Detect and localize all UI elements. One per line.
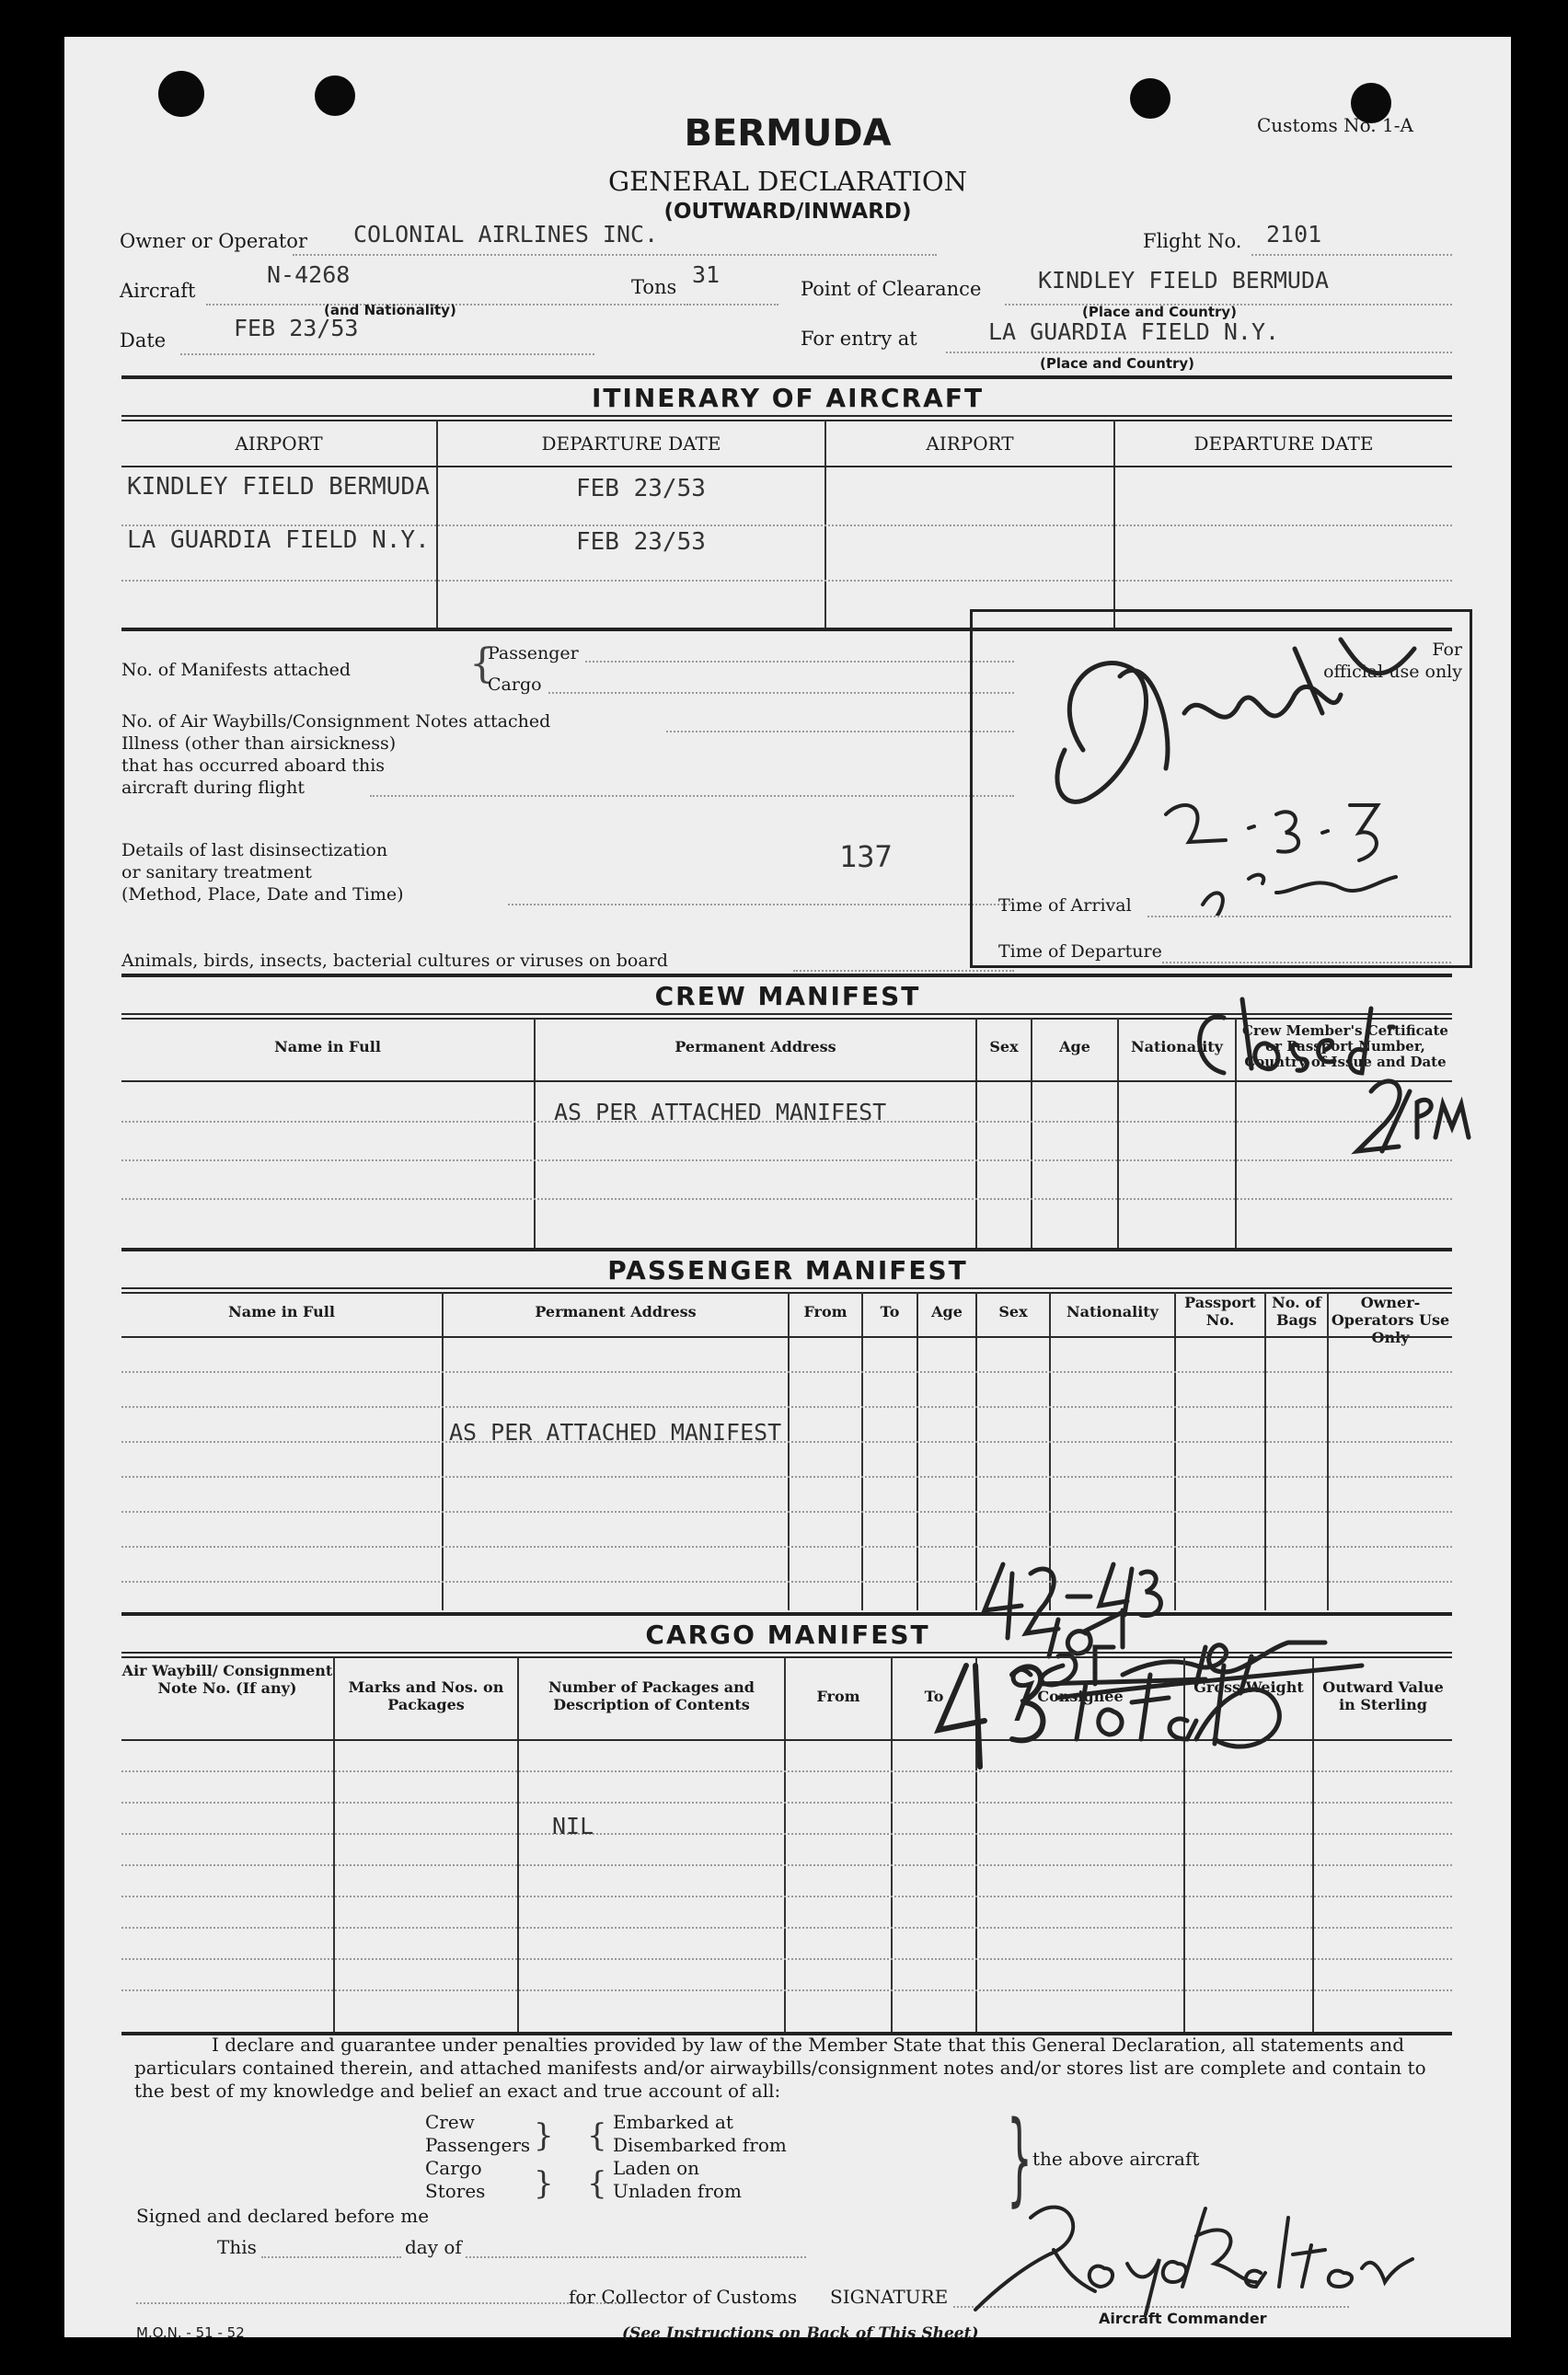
- left-item-passengers: Passengers: [425, 2134, 531, 2156]
- passenger-header-name: Name in Full: [228, 1303, 335, 1320]
- official-label-1: For: [1432, 640, 1462, 660]
- flight-value: 2101: [1266, 221, 1322, 248]
- passenger-label: Passenger: [488, 643, 579, 663]
- signature-label: SIGNATURE: [830, 2286, 949, 2308]
- passenger-header-bags: No. of Bags: [1272, 1294, 1321, 1329]
- left-item-cargo: Cargo: [425, 2157, 482, 2179]
- entry-label: For entry at: [801, 328, 917, 350]
- left-item-crew: Crew: [425, 2111, 475, 2133]
- tons-value: 31: [692, 261, 721, 288]
- crew-header-name: Name in Full: [274, 1038, 381, 1055]
- crew-note: AS PER ATTACHED MANIFEST: [554, 1099, 887, 1125]
- this-label: This: [217, 2236, 257, 2258]
- crew-header-certificate: Crew Member's Certificate or Passport Number, Country of Issue and Date: [1242, 1022, 1448, 1070]
- form-subtitle: GENERAL DECLARATION: [607, 166, 968, 197]
- disinsect-label-1: Details of last disinsectization: [121, 840, 388, 860]
- cargo-header-from: From: [816, 1688, 860, 1705]
- illness-label-2: that has occurred aboard this: [121, 755, 386, 776]
- cargo-header-weight: Gross Weight: [1193, 1678, 1304, 1696]
- aircraft-label: Aircraft: [120, 280, 196, 302]
- customs-officer-signature: [1028, 612, 1470, 916]
- crew-header-age: Age: [1059, 1038, 1090, 1055]
- clearance-label: Point of Clearance: [801, 278, 982, 300]
- owner-value: COLONIAL AIRLINES INC.: [353, 221, 659, 248]
- owner-label: Owner or Operator: [120, 230, 307, 252]
- footer-note: (See Instructions on Back of This Sheet): [622, 2324, 979, 2343]
- disinsect-label-2: or sanitary treatment: [121, 862, 312, 882]
- right-item-unladen: Unladen from: [613, 2180, 742, 2202]
- itinerary-header-airport: AIRPORT: [235, 432, 323, 455]
- punch-hole: [158, 71, 204, 117]
- itinerary-header-date: DEPARTURE DATE: [541, 432, 721, 455]
- commander-signature: [966, 2181, 1445, 2328]
- itinerary-row-airport: KINDLEY FIELD BERMUDA: [127, 473, 430, 501]
- punch-hole: [315, 75, 355, 116]
- itinerary-header-date-2: DEPARTURE DATE: [1193, 432, 1374, 455]
- aircraft-note: (and Nationality): [324, 302, 456, 318]
- right-item-laden: Laden on: [613, 2157, 700, 2179]
- total-annotation: [929, 1629, 1371, 1785]
- entry-note: (Place and Country): [1040, 355, 1195, 372]
- declaration-suffix: the above aircraft: [1032, 2148, 1200, 2170]
- passenger-header-to: To: [880, 1303, 900, 1320]
- left-item-stores: Stores: [425, 2180, 486, 2202]
- crew-header-sex: Sex: [989, 1038, 1019, 1055]
- details-section: No. of Manifests attached { Passenger Cargo No. of Air Waybills/Consignment Notes attached Illness (other than airsickness) that has occurred aboard this aircraft during flight Details of last disinsectization or sanitary treatment (Method, Place, Date and Time) 137 Animals, birds, insects, bacterial cultures or viruses on board: [121, 626, 1511, 1012]
- day-of-label: day of: [405, 2236, 462, 2258]
- declaration-text: I declare and guarantee under penalties provided by law of the Member State that this General Declaration, all statements and particulars contained therein, and attached manifests and/or airwaybills/consignment notes and/or stores list are complete and contain to the best of my knowledge and belief an exact and true account of all:: [134, 2034, 1426, 2102]
- tons-label: Tons: [631, 276, 677, 298]
- signed-label: Signed and declared before me: [136, 2205, 430, 2227]
- passenger-header-sex: Sex: [998, 1303, 1028, 1320]
- itinerary-title: ITINERARY OF AIRCRAFT: [591, 383, 985, 413]
- passenger-note: AS PER ATTACHED MANIFEST: [449, 1419, 782, 1446]
- right-item-disembarked: Disembarked from: [613, 2134, 787, 2156]
- entry-value: LA GUARDIA FIELD N.Y.: [988, 318, 1280, 345]
- flight-label: Flight No.: [1143, 230, 1242, 252]
- cargo-note: NIL: [552, 1813, 594, 1839]
- clearance-value: KINDLEY FIELD BERMUDA: [1038, 267, 1330, 294]
- itinerary-row-airport: LA GUARDIA FIELD N.Y.: [127, 526, 430, 554]
- illness-label-1: Illness (other than airsickness): [121, 733, 397, 754]
- commander-label: Aircraft Commander: [1099, 2310, 1267, 2327]
- crew-title: CREW MANIFEST: [654, 981, 921, 1011]
- date-label: Date: [120, 329, 167, 352]
- departure-label: Time of Departure: [998, 941, 1162, 962]
- official-use-box: [970, 609, 1472, 968]
- collector-label: for Collector of Customs: [569, 2286, 798, 2308]
- cargo-header-waybill: Air Waybill/ Consignment Note No. (If any): [121, 1662, 333, 1697]
- manifests-label: No. of Manifests attached: [121, 660, 352, 680]
- passenger-header-owner-use: Owner-Operators Use: [1331, 1294, 1450, 1329]
- animals-label: Animals, birds, insects, bacterial cultures or viruses on board: [121, 951, 668, 971]
- passenger-header-passport: Passport No.: [1184, 1294, 1256, 1329]
- crew-header-nationality: Nationality: [1131, 1038, 1223, 1055]
- declaration-right-items: [613, 2111, 787, 2203]
- clearance-note: (Place and Country): [1082, 304, 1238, 320]
- cargo-header-consignee: Consignee: [1037, 1688, 1124, 1705]
- illness-label-3: aircraft during flight: [121, 778, 306, 798]
- itinerary-row-date: FEB 23/53: [576, 475, 706, 502]
- cargo-header-marks: Marks and Nos. on Packages: [348, 1678, 504, 1713]
- disinsect-value: 137: [839, 839, 893, 874]
- form-title: BERMUDA: [684, 112, 892, 155]
- cargo-title: CARGO MANIFEST: [645, 1620, 930, 1650]
- passenger-header-nationality: Nationality: [1066, 1303, 1159, 1320]
- cargo-header-to: To: [924, 1688, 944, 1705]
- declaration-form: BERMUDA GENERAL DECLARATION (OUTWARD/INWARD) Customs No. 1-A Owner or Operator COLONIAL AIRLINES INC. Flight No. 2101 Aircraft N-4268 (and Nationality) Tons 31 Point of Clearance KINDLEY FIELD BERMUDA (Place and Country) Date FEB 23/53 For entry at LA GUARDIA FIELD N.Y. (Place and Country) ITINERARY OF AIRCRAFT AIRPORT DEPARTURE DATE AIRPORT DEPARTURE DATE KINDLEY FIELD BERMUDA FEB 23/53 LA GUARDIA FIELD N.Y. FEB 23/53 No. of Manifests attached { Passenger Cargo No. of Air Waybills/Consignment Notes attached Illness (other than airsickness) that has occurred aboard this aircraft during flight Details of last disinsectization or sanitary treatment (Method, Place, Date and Time) 137 Animals, birds, insects, bacterial cultures or viruses on board For official use only Time of Arrival Time of Departure CREW MANIFEST Name in Full Permanent Address Sex Age Nationality Crew Member's Certificate or Passport Number, Country of Issue and Date AS PER ATTACHED MANIFEST PASSENGER MANIFEST Name in Full Permanent Address From To Age Sex Nationality Passport No. No. of Bags Owner-Operators Use AS PER ATTACHED MANIFEST CARGO MANIFEST Air Waybill/ Consignment Note No. (If any) Marks and Nos. on Packages Number of Packages and Description of Contents From To Consignee Gross Weight Outward Value in Sterling NIL I declare and guarantee under penalties provided by law of the Member State that this General Declaration, all statements and particulars contained therein, and attached manifests and/or airwaybills/consignment notes and/or stores list are complete and contain to the best of my knowledge and belief an exact and true account of all: Crew Passengers Cargo Stores } } { { Embarked at Disembarked from Laden on Unladen from } the above aircraft Signed and declared before me This day of for Collector of Customs SIGNATURE Aircraft Commander M.O.N. - 51 - 52 (See Instructions on Back of This Sheet): [64, 37, 1511, 2337]
- arrival-label: Time of Arrival: [998, 895, 1132, 916]
- form-direction: (OUTWARD/INWARD): [663, 200, 912, 224]
- declaration-left-items: [425, 2111, 530, 2203]
- closed-annotation: [1169, 981, 1472, 1183]
- passenger-header-address: Permanent Address: [535, 1303, 697, 1320]
- aircraft-value: N-4268: [267, 261, 351, 288]
- passenger-header-age: Age: [931, 1303, 963, 1320]
- passenger-header-from: From: [803, 1303, 847, 1320]
- footer-code: M.O.N. - 51 - 52: [136, 2324, 245, 2341]
- itinerary-row-date: FEB 23/53: [576, 528, 706, 556]
- disinsect-label-3: (Method, Place, Date and Time): [121, 884, 404, 905]
- cargo-header-description: Number of Packages and Description of Contents: [548, 1678, 755, 1713]
- date-value: FEB 23/53: [234, 315, 359, 341]
- itinerary-header-airport-2: AIRPORT: [926, 432, 1014, 455]
- cargo-label: Cargo: [488, 674, 542, 695]
- form-number: Customs No. 1-A: [1257, 114, 1413, 136]
- right-item-embarked: Embarked at: [613, 2111, 733, 2133]
- official-label-2: official use only: [1323, 662, 1462, 682]
- waybills-label: No. of Air Waybills/Consignment Notes attached: [121, 711, 551, 732]
- cargo-header-value: Outward Value in Sterling: [1322, 1678, 1444, 1713]
- passenger-title: PASSENGER MANIFEST: [607, 1255, 968, 1285]
- crew-header-address: Permanent Address: [674, 1038, 836, 1055]
